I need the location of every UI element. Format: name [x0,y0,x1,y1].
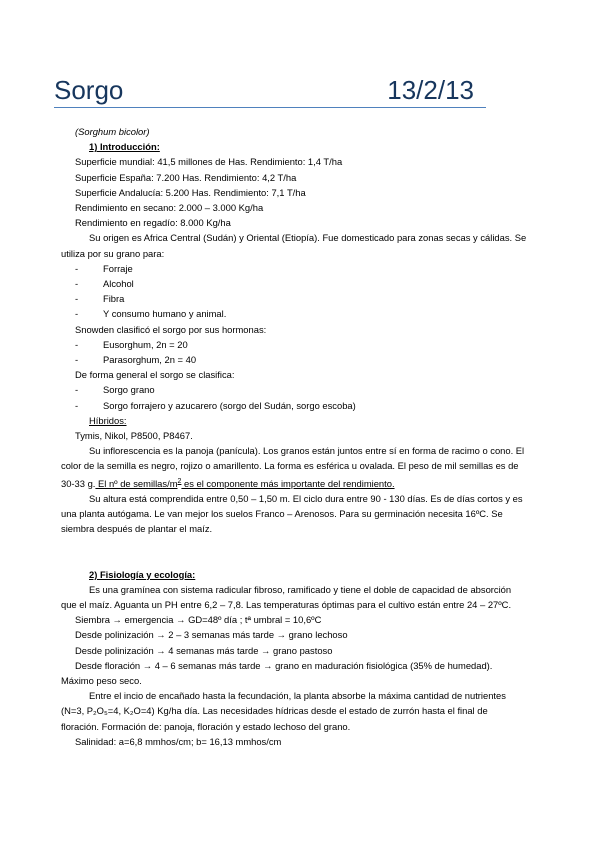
physio-line: Entre el incio de encañado hasta la fecundación, la planta absorbe la máxima cantidad de nutrientes [89,690,506,702]
intro-line: Superficie Andalucía: 5.200 Has. Rendimiento: 7,1 T/ha [75,186,306,198]
height-line-3: siembra después de plantar el maíz. [61,523,213,535]
physio-line: que el maíz. Aguanta un PH entre 6,2 – 7,8. Las temperaturas óptimas para el cultivo están entre 24 – 27ºC. [61,599,512,611]
physio-line: Desde polinización → 4 semanas más tarde → grano pastoso [75,644,333,656]
list-item: - Sorgo grano [75,384,155,396]
salinity-line: Salinidad: a=6,8 mmhos/cm; b= 16,13 mmhos/cm [75,735,282,747]
snowden-line: Snowden clasificó el sorgo por sus hormonas: [75,323,267,335]
hybrids-label: Híbridos: [89,414,127,426]
physio-line: (N=3, P₂O₅=4, K₂O=4) Kg/ha día. Las necesidades hídricas desde el estado de zurrón hasta el final de [61,705,488,717]
list-item: - Parasorghum, 2n = 40 [75,354,197,366]
inflorescence-line-2: color de la semilla es negro, rojizo o amarillento. La forma es esférica u ovalada. El peso de mil semillas es de [61,460,519,472]
physio-line: Desde floración → 4 – 6 semanas más tarde → grano en maduración fisiológica (35% de humedad). [75,659,493,671]
intro-line: Superficie mundial: 41,5 millones de Has. Rendimiento: 1,4 T/ha [75,156,343,168]
physio-line: floración. Formación de: panoja, floración y estado lechoso del grano. [61,720,351,732]
physio-line: Desde polinización → 2 – 3 semanas más tarde → grano lechoso [75,629,348,641]
list-item: - Alcohol [75,278,134,290]
height-line-1: Su altura está comprendida entre 0,50 – 1,50 m. El ciclo dura entre 90 - 130 días. Es de días cortos y es [89,493,523,504]
intro-line: Superficie España: 7.200 Has. Rendimiento: 4,2 T/ha [75,171,297,183]
title-rule [54,107,486,108]
list-item: - Y consumo humano y animal. [75,308,227,320]
list-item: - Sorgo forrajero y azucarero (sorgo del Sudán, sorgo escoba) [75,399,356,411]
list-item: - Forraje [75,262,133,274]
height-line-2: una planta autógama. Le van mejor los suelos Franco – Arenosos. Para su germinación necesita 16ºC. Se [61,508,503,520]
physio-line: Es una gramínea con sistema radicular fibroso, ramificado y tiene el doble de capacidad de absorción [89,583,512,595]
species-name: (Sorghum bicolor) [75,126,150,137]
classify-line: De forma general el sorgo se clasifica: [75,369,235,381]
physio-line: Siembra → emergencia → GD=48º día ; tª umbral = 10,6ºC [75,614,322,626]
title-text: Sorgo [54,75,124,105]
page-title [54,74,486,106]
document-body [61,124,538,749]
origin-line-1: Su origen es Africa Central (Sudán) y Oriental (Etiopía). Fue domesticado para zonas secas y cálidas. Se [89,232,527,244]
list-item: - Eusorghum, 2n = 20 [75,338,188,350]
intro-line: Rendimiento en regadío: 8.000 Kg/ha [75,217,231,229]
list-item: - Fibra [75,293,125,305]
intro-line: Rendimiento en secano: 2.000 – 3.000 Kg/ha [75,202,264,214]
inflorescence-line-1: Su inflorescencia es la panoja (panícula). Los granos están juntos entre sí en forma de racimo o cono. El [89,445,525,457]
section-heading-intro: 1) Introducción: [89,141,160,153]
hybrids-line: Tymis, Nikol, P8500, P8467. [75,430,193,442]
inflorescence-line-3: 30-33 g. El nº de semillas/$m^2$ es el componente más importante del rendimiento. [61,477,395,489]
section-gap [75,537,538,567]
section-heading-physiology: 2) Fisiología y ecología: [89,568,196,580]
physio-line: Máximo peso seco. [61,675,142,687]
origin-line-2: utiliza por su grano para: [61,247,165,259]
title-date: 13/2/13 [387,75,474,105]
